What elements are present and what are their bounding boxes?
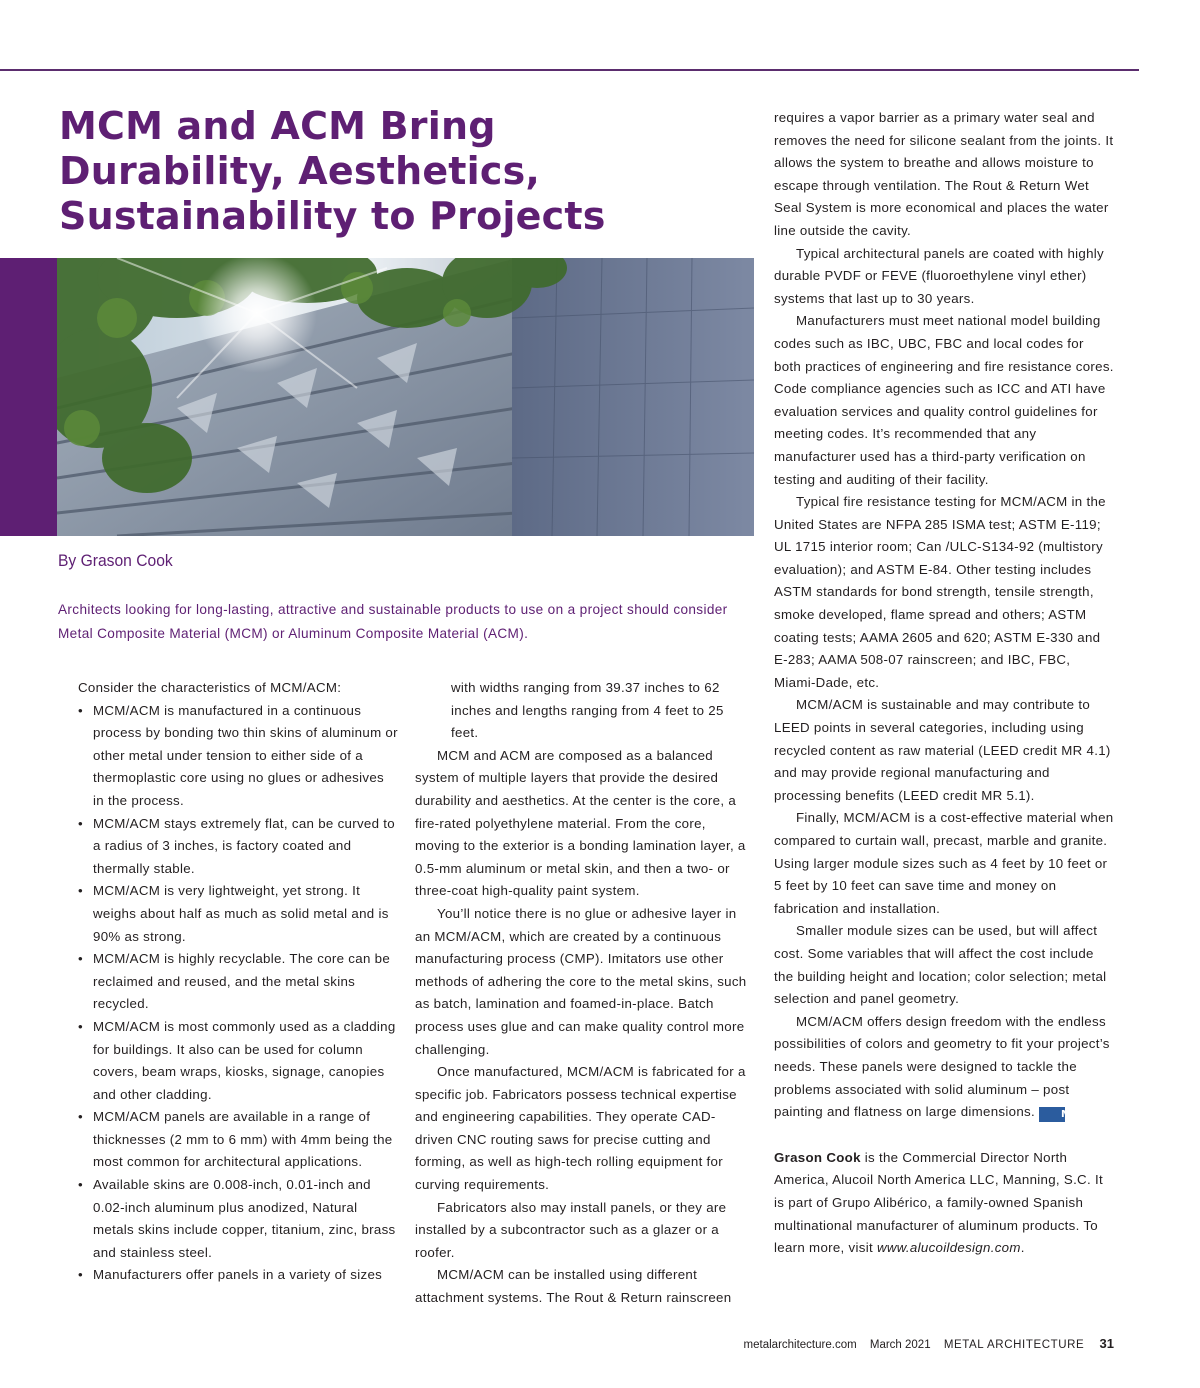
author-name: Grason Cook [774,1149,861,1165]
footer-magazine: METAL ARCHITECTURE [943,1339,1085,1351]
title-line: MCM and ACM Bring [59,104,496,148]
page-footer [744,1336,1114,1351]
body-paragraph: Typical architectural panels are coated with highly durable PVDF or FEVE (fluoroethylene vinyl ether) systems that last up to 30 years. [774,245,1104,306]
list-item: • Available skins are 0.008-inch, 0.01-inch and 0.02-inch aluminum plus anodized, Natural metals skins include copper, titanium, zinc, brass and stainless steel. [78,1174,398,1264]
intro-paragraph: Architects looking for long-lasting, attractive and sustainable products to use on a project should consider Metal Composite Material (MCM) or Aluminum Composite Material (ACM). [58,602,728,641]
body-paragraph-continued: requires a vapor barrier as a primary water seal and removes the need for silicone sealant from the joints. It allows the system to breathe and allows moisture to escape through ventilation. The Rout & Return Wet Seal System is more economical and places the water line outside the cavity. [774,110,1114,238]
column-2 [415,677,750,1310]
list-item-continued: with widths ranging from 39.37 inches to 62 inches and lengths ranging from 4 feet to 25 feet. [451,680,724,741]
list-item: • MCM/ACM panels are available in a range of thicknesses (2 mm to 6 mm) with 4mm being the most common for architectural applications. [78,1106,398,1174]
body-paragraph: Finally, MCM/ACM is a cost-effective material when compared to curtain wall, precast, marble and granite. Using larger module sizes such as 4 feet by 10 feet or 5 feet by 10 feet can save time and money on fabrication and installation. [774,810,1114,916]
building-facade-photo [57,258,754,536]
list-item: • MCM/ACM is manufactured in a continuous process by bonding two thin skins of aluminum or other metal under tension to either side of a thermoplastic core using no glues or adhesives in the process. [78,700,398,813]
list-item: • MCM/ACM is most commonly used as a cladding for buildings. It also can be used for column covers, beam wraps, kiosks, signage, canopies and other cladding. [78,1016,398,1106]
bio-end: . [1020,1240,1025,1256]
title-line: Durability, Aesthetics, [59,149,541,193]
author-bio [774,1147,1114,1260]
column-1 [78,677,398,1287]
final-paragraph-text: MCM/ACM offers design freedom with the endless possibilities of colors and geometry to fit your project’s needs. These panels were designed to tackle the problems associated with solid aluminum – post painting and flatness on large dimensions. [774,1013,1110,1120]
list-item: • MCM/ACM stays extremely flat, can be curved to a radius of 3 inches, is factory coated and thermally stable. [78,813,398,881]
final-paragraph [774,1011,1114,1124]
characteristics-list [78,700,398,1287]
list-item: • Manufacturers offer panels in a variety of sizes [78,1264,398,1287]
top-rule [0,69,1139,71]
list-item: • MCM/ACM is highly recyclable. The core can be reclaimed and reused, and the metal skins recycled. [78,948,398,1016]
body-paragraph: Manufacturers must meet national model building codes such as IBC, UBC, FBC and local codes for both practices of engineering and fire resistance cores. Code compliance agencies such as ICC and ATI have evaluation services and quality control guidelines for meeting codes. It’s recommended that any manufacturer used has a third-party verification on testing and auditing of their facility. [774,313,1114,487]
body-paragraph: Typical fire resistance testing for MCM/ACM in the United States are NFPA 285 ISMA test; ASTM E-119; UL 1715 interior room; Can /ULC-S134-92 (multistory evaluation); and ASTM E-84. Other testing includes ASTM standards for bond strength, tensile strength, smoke developed, flame spread and others; ASTM coating tests; AAMA 2605 and 620; ASTM E-330 and E-283; AAMA 508-07 rainscreen; and IBC, FBC, Miami-Dade, etc. [774,494,1106,690]
end-mark-logo: Ma [1039,1107,1065,1122]
title-line: Sustainability to Projects [59,194,606,238]
footer-issue: March 2021 [869,1339,931,1351]
column-3 [774,107,1114,1260]
body-paragraph: Once manufactured, MCM/ACM is fabricated for a specific job. Fabricators possess technical expertise and engineering capabilities. They operate CAD-driven CNC routing saws for precise cutting and forming, as well as high-tech rolling equipment for curving requirements. [415,1064,746,1193]
website-link[interactable]: www.alucoildesign.com [876,1240,1021,1256]
article-title [59,104,759,239]
body-paragraph: MCM/ACM can be installed using different attachment systems. The Rout & Return rainscreen [415,1267,732,1306]
body-paragraph: MCM/ACM is sustainable and may contribute to LEED points in several categories, including using recycled content as raw material (LEED credit MR 4.1) and may provide regional manufacturing and processing benefits (LEED credit MR 5.1). [774,697,1111,803]
body-paragraph: Fabricators also may install panels, or they are installed by a subcontractor such as a glazer or a roofer. [415,1199,727,1260]
body-paragraph: You’ll notice there is no glue or adhesive layer in an MCM/ACM, which are created by a continuous manufacturing process (CMP). Imitators use other methods of adhering the core to the metal skins, such as batch, lamination and foamed-in-place. Batch process uses glue and can make quality control more challenging. [415,905,747,1057]
list-item: • MCM/ACM is very lightweight, yet strong. It weighs about half as much as solid metal and is 90% as strong. [78,880,398,948]
bio-text: is the Commercial Director North America, Alucoil North America LLC, Manning, S.C. It is part of Grupo Alibérico, a family-owned Spanish multinational manufacturer of aluminum products. To learn more, visit [774,1149,1103,1256]
side-accent-bar [0,258,57,536]
byline: By Grason Cook [58,551,173,570]
body-paragraph: Smaller module sizes can be used, but will affect cost. Some variables that will affect the cost include the building height and location; color selection; metal selection and panel geometry. [774,923,1107,1007]
page-number: 31 [1099,1336,1114,1351]
body-paragraph: MCM and ACM are composed as a balanced system of multiple layers that provide the desired durability and aesthetics. At the center is the core, a fire-rated polyethylene material. From the core, moving to the exterior is a bonding lamination layer, a 0.5-mm aluminum or metal skin, and then a two- or three-coat high-quality paint system. [415,747,746,899]
footer-site: metalarchitecture.com [743,1339,857,1351]
list-lead: Consider the characteristics of MCM/ACM: [78,680,342,695]
